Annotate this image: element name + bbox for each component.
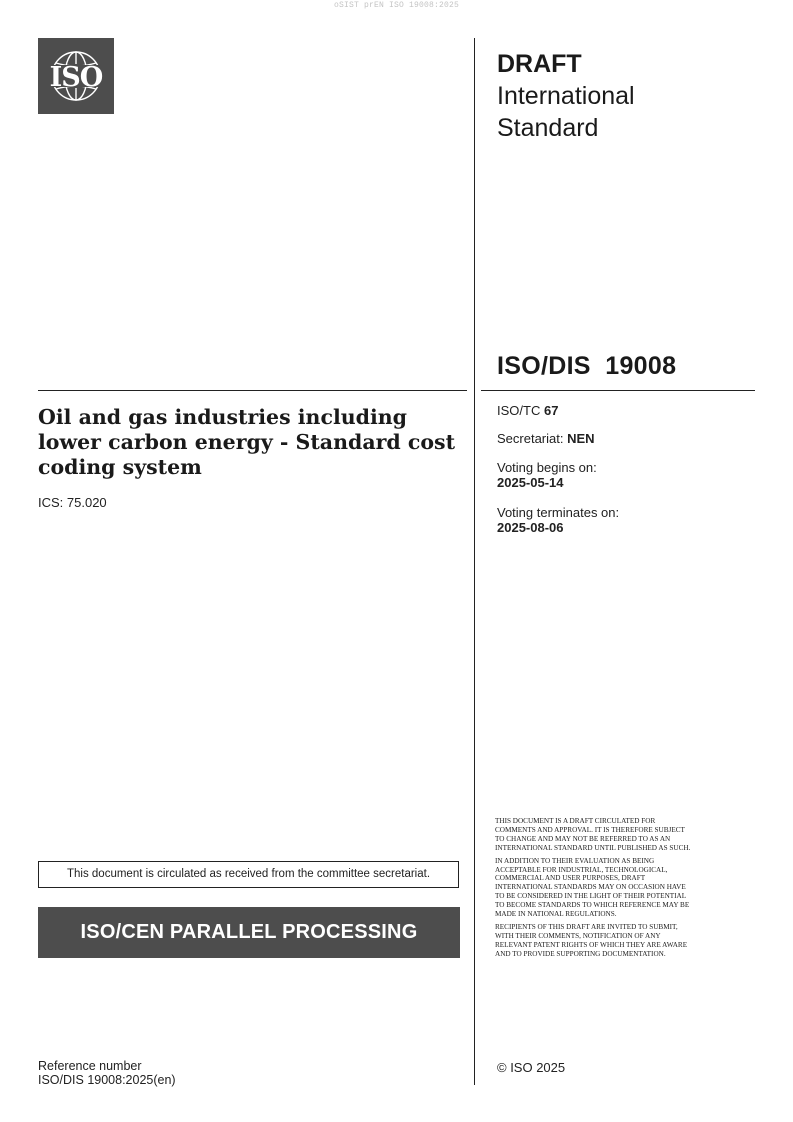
secretariat-label: Secretariat: — [497, 431, 564, 446]
secretariat-value: NEN — [567, 431, 595, 446]
voting-begins-label: Voting begins on: — [497, 460, 597, 475]
draft-heading — [497, 48, 757, 144]
disclaimer-paragraph: IN ADDITION TO THEIR EVALUATION AS BEING ACCEPTABLE FOR INDUSTRIAL, TECHNOLOGICAL, COMMERCIAL AND USER PURPOSES, DRAFT INTERNATIONAL STANDARDS MAY ON OCCASION HAVE TO BE CONSIDERED IN THE LIGHT OF THEIR POTENTIAL TO BECOME STANDARDS TO WHICH REFERENCE MAY BE MADE IN NATIONAL REGULATIONS. — [495, 856, 690, 919]
svg-text:ISO: ISO — [49, 62, 103, 93]
tc-value: 67 — [543, 403, 559, 418]
copyright: © ISO 2025 — [497, 1060, 566, 1075]
disclaimer-paragraph: THIS DOCUMENT IS A DRAFT CIRCULATED FOR COMMENTS AND APPROVAL. IT IS THEREFORE SUBJECT TO CHANGE AND MAY NOT BE REFERRED TO AS AN INTERNATIONAL STANDARD UNTIL PUBLISHED AS SUCH. — [495, 817, 691, 852]
reference-value: ISO/DIS 19008:2025(en) — [38, 1073, 176, 1087]
ics-code: ICS: 75.020 — [38, 495, 107, 510]
voting-terminates-label: Voting terminates on: — [497, 505, 620, 520]
voting-terminates — [497, 505, 619, 535]
circulation-notice: This document is circulated as received from the committee secretariat. — [38, 861, 459, 888]
standard-line-1: International — [497, 82, 635, 110]
parallel-processing-banner: ISO/CEN PARALLEL PROCESSING — [38, 907, 460, 958]
voting-terminates-date: 2025-08-06 — [497, 520, 564, 535]
iso-globe-icon — [38, 38, 114, 114]
draft-label: DRAFT — [497, 50, 582, 78]
document-title: Oil and gas industries including lower carbon energy - Standard cost coding system — [38, 405, 456, 479]
watermark-text: oSIST prEN ISO 19008:2025 — [333, 1, 460, 10]
standard-line-2: Standard — [497, 114, 599, 142]
tc-label: ISO/TC — [497, 403, 541, 418]
vertical-divider — [474, 38, 475, 1085]
horizontal-rule-left — [38, 390, 467, 391]
voting-begins — [497, 460, 597, 490]
technical-committee — [497, 403, 558, 418]
disclaimer-paragraph: RECIPIENTS OF THIS DRAFT ARE INVITED TO SUBMIT, WITH THEIR COMMENTS, NOTIFICATION OF ANY RELEVANT PATENT RIGHTS OF WHICH THEY ARE AWARE AND TO PROVIDE SUPPORTING DOCUMENTATION. — [495, 922, 688, 958]
horizontal-rule-right — [481, 390, 755, 391]
voting-begins-date: 2025-05-14 — [497, 475, 564, 490]
document-number: ISO/DIS 19008 — [497, 352, 677, 380]
secretariat — [497, 431, 595, 446]
draft-disclaimer — [495, 817, 695, 963]
reference-label: Reference number — [38, 1059, 142, 1073]
reference-number — [38, 1059, 176, 1087]
iso-logo — [38, 38, 114, 114]
